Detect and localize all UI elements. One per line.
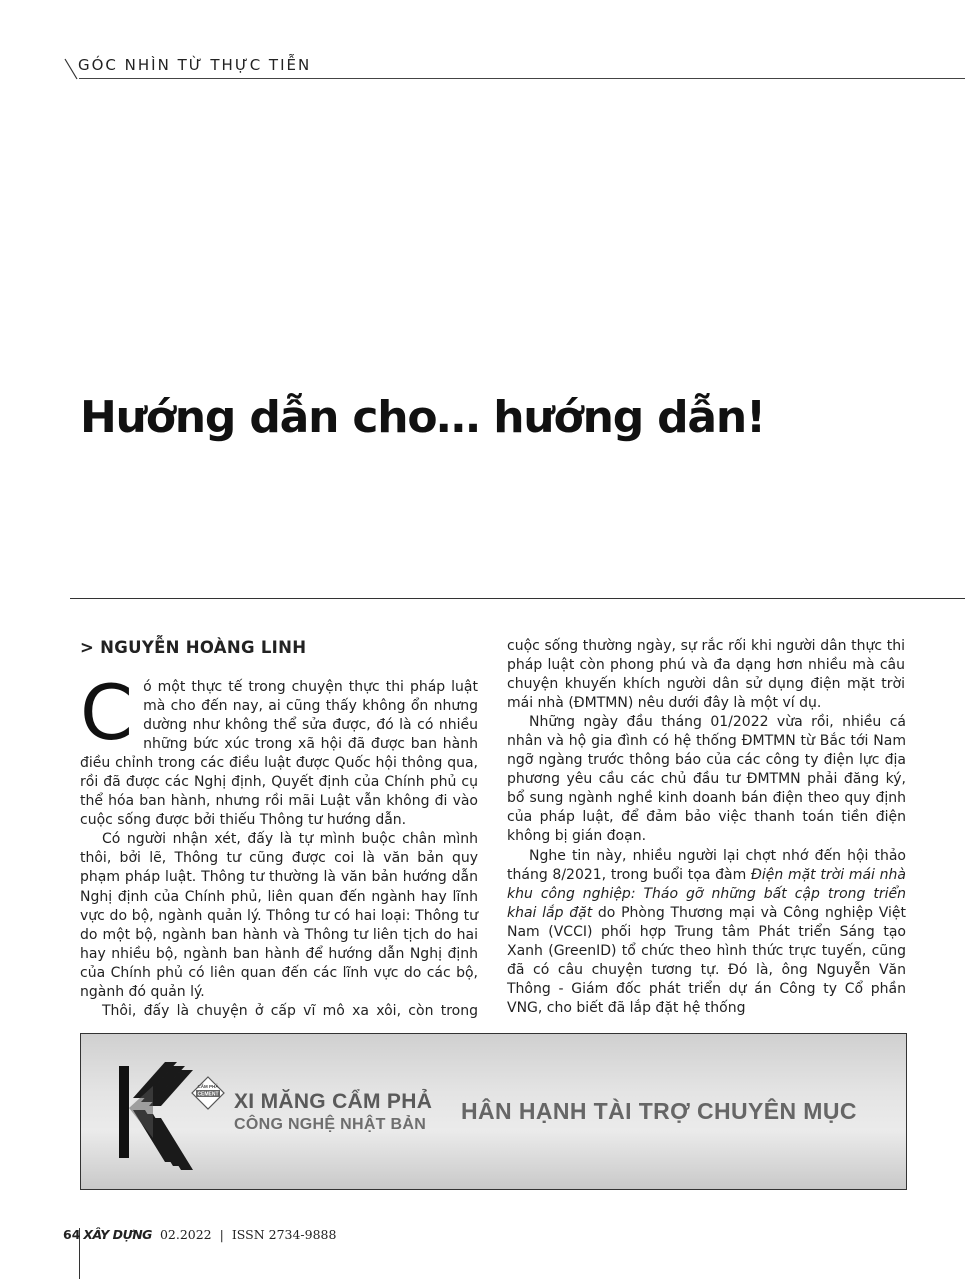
issue-date: 02.2022 (159, 1226, 212, 1242)
badge-top-text: CẨM PHẢ (197, 1084, 219, 1089)
paragraph-5-text-b: do Phòng Thương mại và Công nghiệp Việt Nam (VCCI) phối hợp Trung tâm Phát triển Sáng tạo Xanh (GreenID) tổ chức theo hình thức trực tuyến, cũng đã có câu chuyện tương tự. Đó là, ông Nguyễn Văn Thông - Giám đốc phát triển dự án Công ty Cổ phần VNG, cho biết đã lắp đặt hệ thống (507, 904, 906, 1016)
page-number: 64 (63, 1226, 81, 1242)
cam-pha-logo-icon (119, 1048, 201, 1176)
magazine-name: XÂY DỰNG (83, 1226, 152, 1242)
paragraph-3-continued (507, 637, 906, 713)
paragraph-3-tail: cuộc sống thường ngày, sự rắc rối khi người dân thực thi pháp luật còn phong phú và đa dạng hơn nhiều mà câu chuyện khuyến khích người dân sử dụng điện mặt trời mái nhà (ĐMTMN) nêu dưới đây là một ví dụ. (507, 638, 905, 712)
section-tag (64, 56, 311, 80)
issn: ISSN 2734-9888 (231, 1226, 337, 1242)
drop-cap: C (80, 668, 134, 757)
cement-badge-icon (191, 1076, 225, 1110)
header-rule (79, 78, 965, 79)
article-column-left (80, 668, 478, 1021)
paragraph-2: Có người nhận xét, đấy là tự mình buộc chân mình thôi, bởi lẽ, Thông tư cũng được coi là văn bản quy phạm pháp luật. Thông tư thường là văn bản hướng dẫn Nghị định của Chính phủ, liên quan đến ngành hay lĩnh vực do bộ, ngành quản lý. Thông tư có hai loại: Thông tư do một bộ, ngành ban hành và Thông tư liên tịch do hai hay nhiều bộ, ngành ban hành để hướng dẫn Nghị định của Chính phủ có liên quan đến các lĩnh vực do các bộ, ngành đó quản lý. (80, 831, 478, 1000)
title-divider (70, 598, 965, 599)
paragraph-3: Thôi, đấy là chuyện ở cấp vĩ mô xa xôi, còn trong (102, 1002, 478, 1019)
slash-icon (64, 58, 78, 80)
article-title: Hướng dẫn cho… hướng dẫn! (80, 392, 765, 443)
article-column-right (507, 637, 906, 1018)
paragraph-1 (80, 668, 478, 830)
author-byline: > NGUYỄN HOÀNG LINH (80, 638, 307, 657)
page-footer (63, 1226, 336, 1242)
paragraph-4: Những ngày đầu tháng 01/2022 vừa rồi, nhiều cá nhân và hộ gia đình có hệ thống ĐMTMN từ Bắc tới Nam ngỡ ngàng trước thông báo của các công ty điện lực địa phương yêu cầu các chủ đầu tư ĐMTMN phải đăng ký, bổ sung ngành nghề kinh doanh bán điện theo quy định của pháp luật, để đảm bảo việc thanh toán tiền điện không bị gián đoạn. (507, 714, 906, 845)
seminar-title: Điện mặt trời mái nhà khu công nghiệp: Tháo gỡ những bất cập trong triển khai lắp đặt (507, 866, 906, 921)
paragraph-5 (507, 847, 906, 1018)
brand-name: XI MĂNG CẨM PHẢ (234, 1090, 433, 1113)
paragraph-1-text: ó một thực tế trong chuyện thực thi pháp luật mà cho đến nay, ai cũng thấy không ổn nhưng dường như không thể sửa được, đó là có nhiều những bức xúc trong xã hội đã được ban hành điều chỉnh trong các điều luật được Quốc hội thông qua, rồi đã được các Nghị định, Quyết định của Chính phủ cụ thể hóa ban hành, nhưng rồi mãi Luật vẫn không đi vào cuộc sống được bởi thiếu Thông tư hướng dẫn. (80, 679, 478, 829)
footer-separator: | (219, 1226, 224, 1242)
badge-cement-text: CEMENT (197, 1091, 219, 1098)
sponsor-text: HÂN HẠNH TÀI TRỢ CHUYÊN MỤC (461, 1098, 857, 1124)
sponsor-banner[interactable] (80, 1033, 907, 1190)
paragraph-5-text-a: Nghe tin này, nhiều người lại chợt nhớ đến hội thảo tháng 8/2021, trong buổi tọa đàm (507, 847, 906, 883)
brand-tagline: CÔNG NGHỆ NHẬT BẢN (234, 1116, 427, 1133)
section-label: GÓC NHÌN TỪ THỰC TIỄN (78, 56, 312, 74)
